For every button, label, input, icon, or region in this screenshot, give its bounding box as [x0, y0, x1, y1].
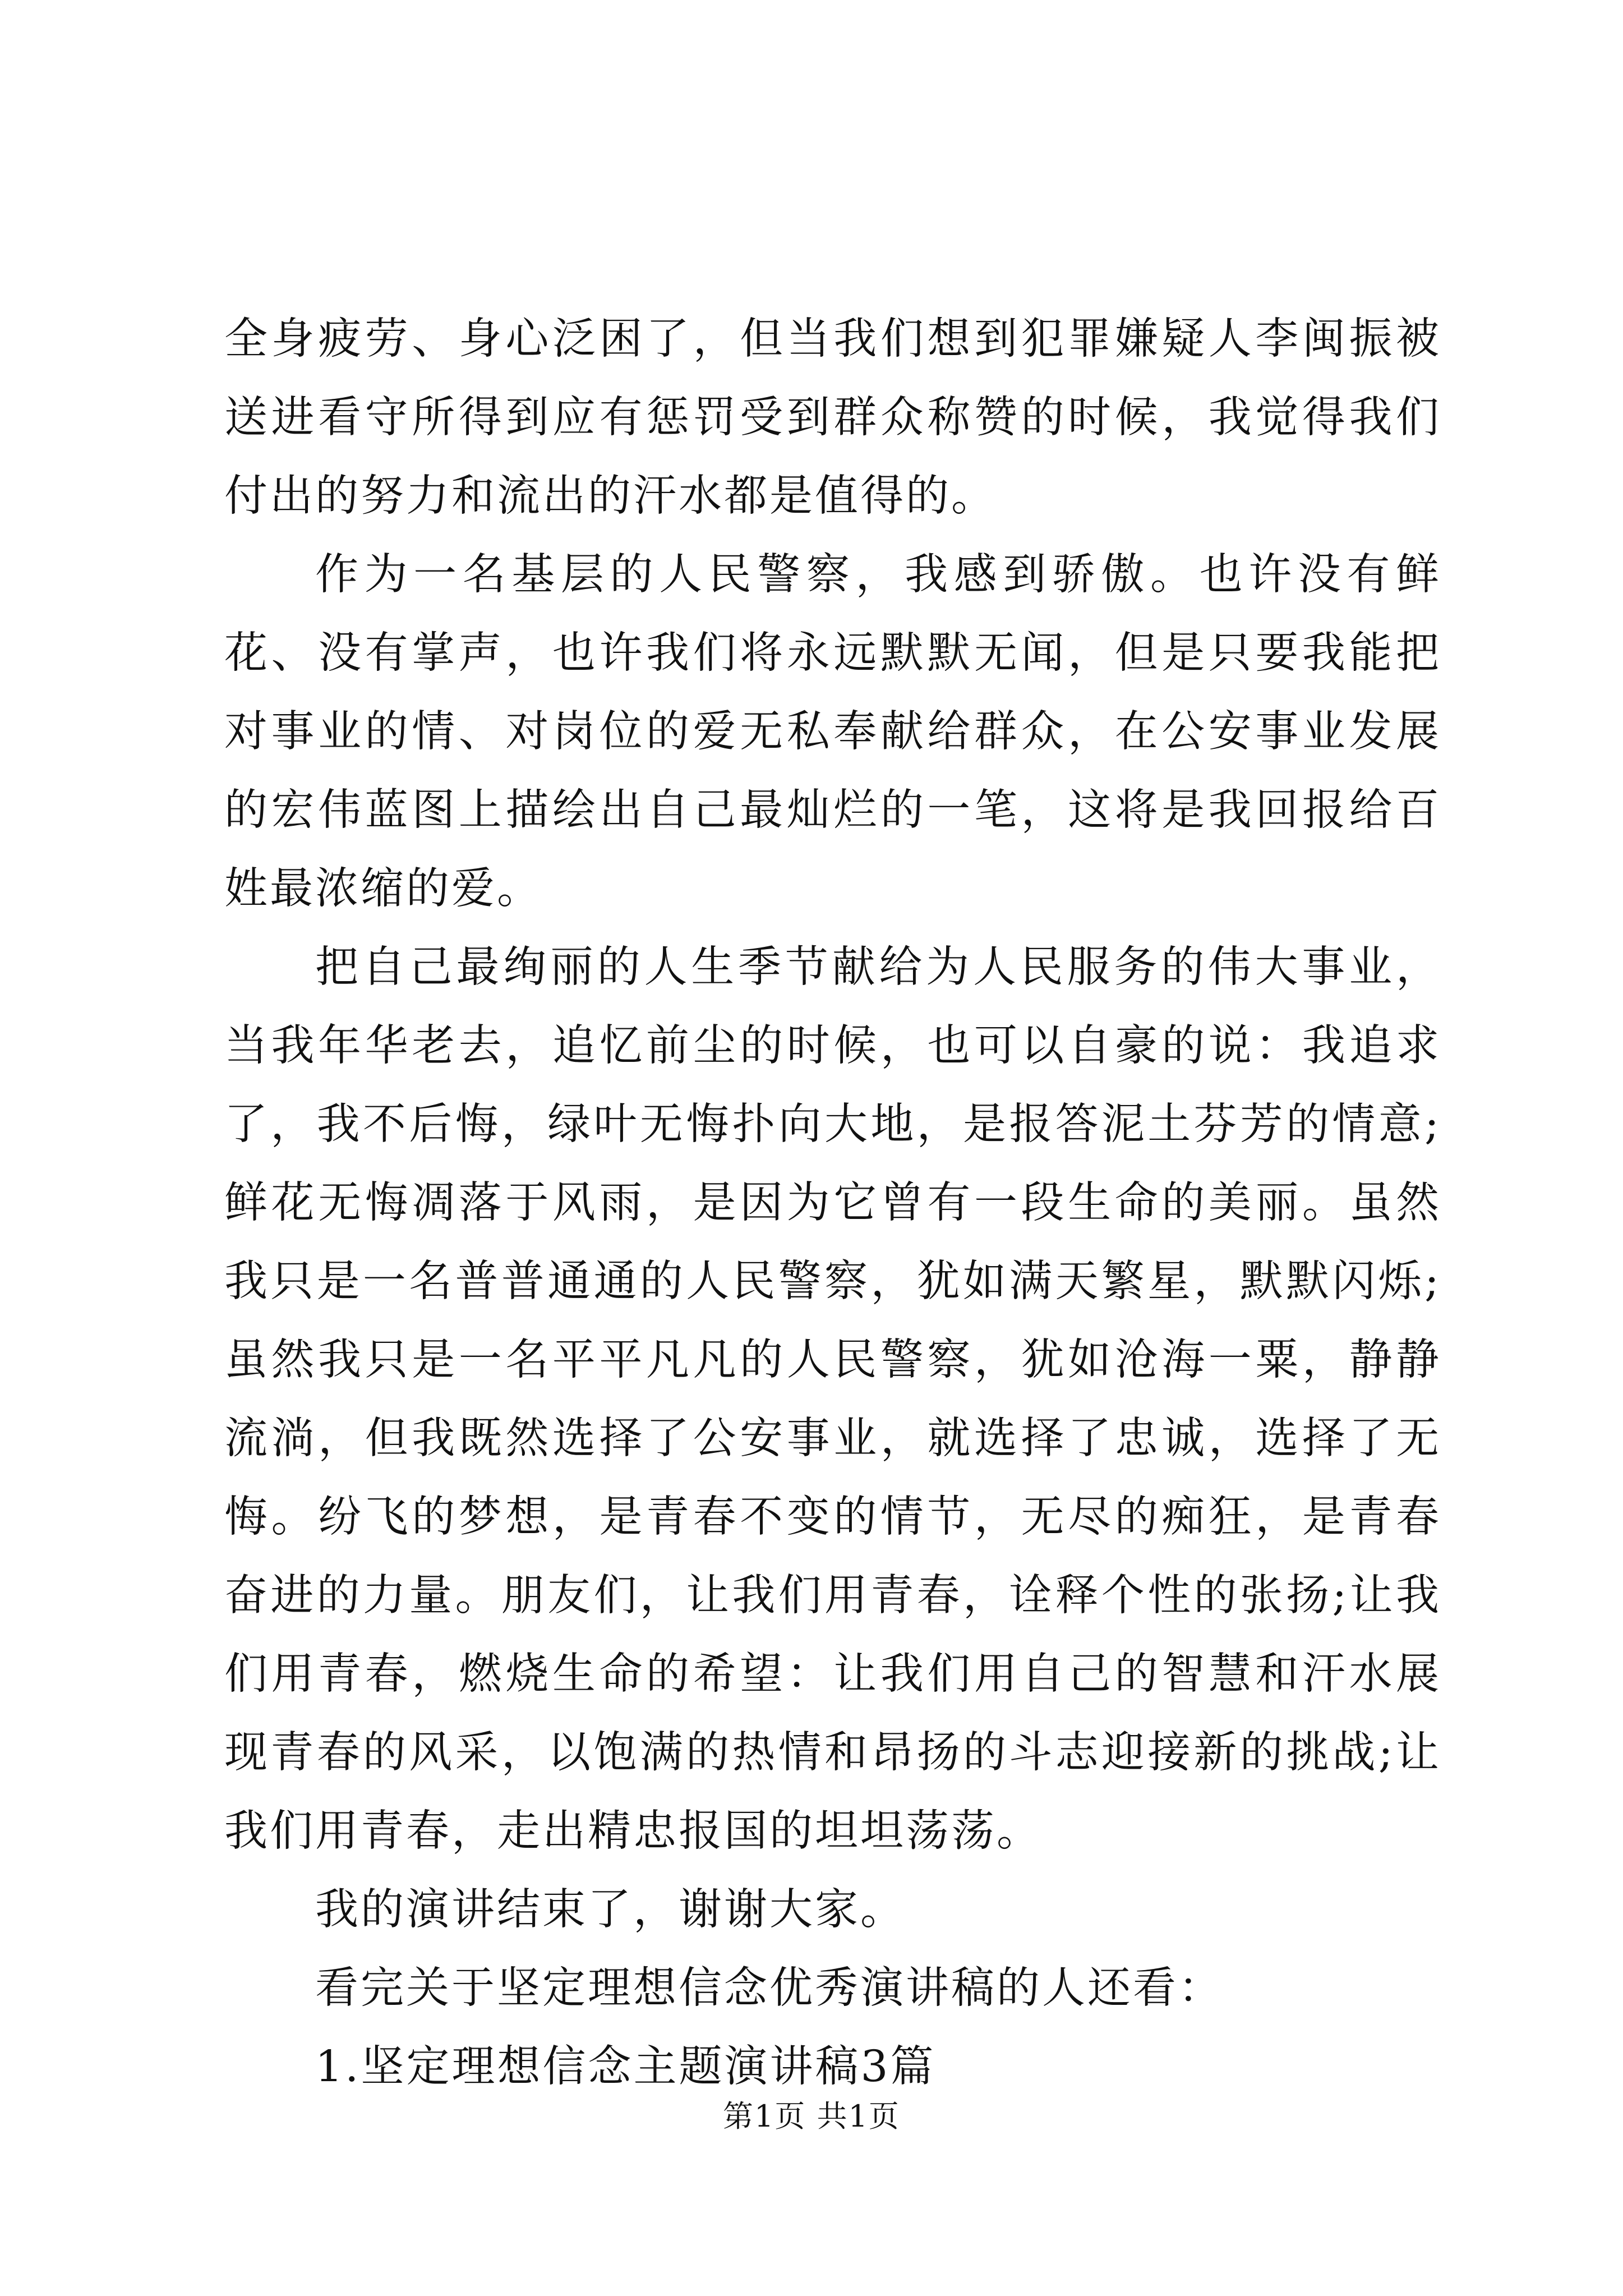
paragraph-youth-devotion: 把自己最绚丽的人生季节献给为人民服务的伟大事业，当我年华老去，追忆前尘的时候，也可以自豪的说：我追求了，我不后悔，绿叶无悔扑向大地，是报答泥土芬芳的情意;鲜花无悔凋落于风雨，是因为它曾有一段生命的美丽。虽然我只是一名普普通通的人民警察，犹如满天繁星，默默闪烁;虽然我只是一名平平凡凡的人民警察，犹如沧海一粟，静静流淌，但我既然选择了公安事业，就选择了忠诚，选择了无悔。纷飞的梦想，是青春不变的情节，无尽的痴狂，是青春奋进的力量。朋友们，让我们用青春，诠释个性的张扬;让我们用青春，燃烧生命的希望：让我们用自己的智慧和汗水展现青春的风采，以饱满的热情和昂扬的斗志迎接新的挑战;让我们用青春，走出精忠报国的坦坦荡荡。 — [224, 942, 1441, 1856]
paragraph-related-heading: 看完关于坚定理想信念优秀演讲稿的人还看： — [315, 1963, 1224, 2013]
paragraph-police-pride: 作为一名基层的人民警察，我感到骄傲。也许没有鲜花、没有掌声，也许我们将永远默默无闻，但是只要我能把对事业的情、对岗位的爱无私奉献给群众，在公安事业发展的宏伟蓝图上描绘出自己最灿烂的一笔，这将是我回报给百姓最浓缩的爱。 — [224, 550, 1441, 914]
paragraph-closing: 我的演讲结束了，谢谢大家。 — [315, 1885, 906, 1935]
related-link-item[interactable]: 1.坚定理想信念主题演讲稿3篇 — [315, 2042, 936, 2092]
paragraph-continuation: 全身疲劳、身心泛困了，但当我们想到犯罪嫌疑人李闽振被送进看守所得到应有惩罚受到群众称赞的时候，我觉得我们付出的努力和流出的汗水都是值得的。 — [224, 314, 1441, 521]
document-body — [224, 300, 1441, 2106]
page-footer: 第1页 共1页 — [723, 2099, 900, 2134]
